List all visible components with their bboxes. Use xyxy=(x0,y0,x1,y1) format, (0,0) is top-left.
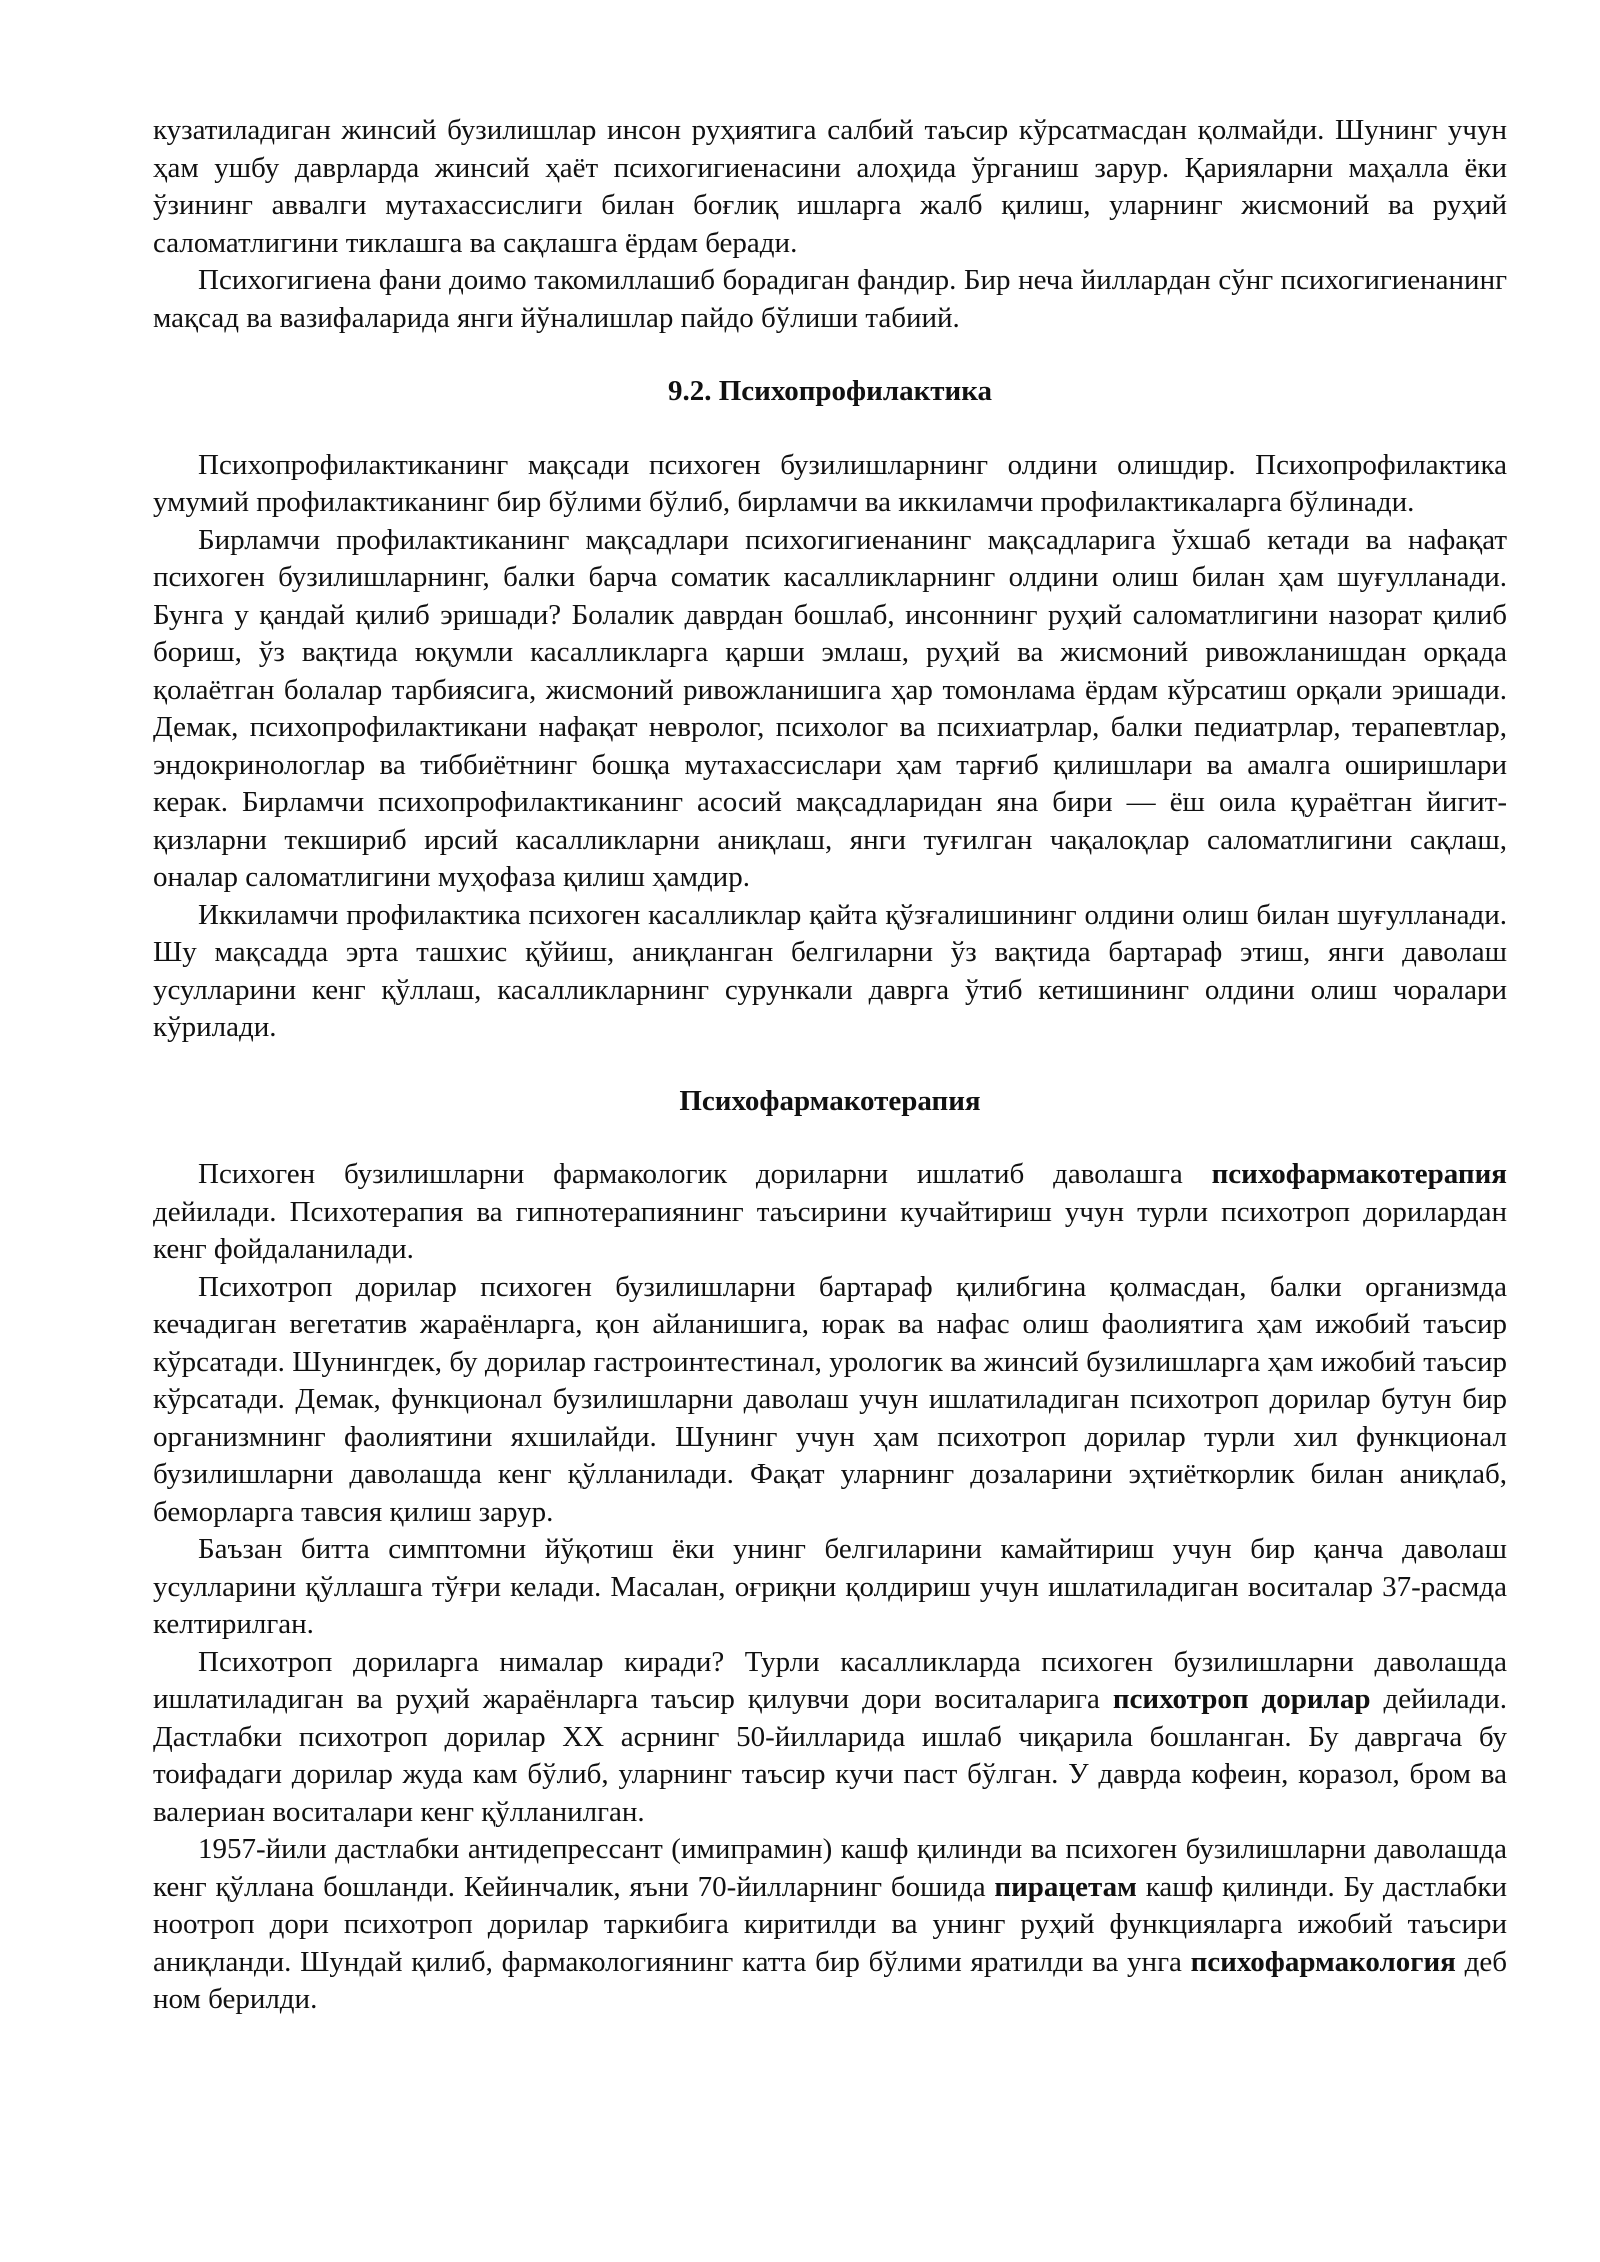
bold-term: психофармакология xyxy=(1190,1945,1456,1978)
section-title-psychopharmacotherapy: Психофармакотерапия xyxy=(679,1084,981,1117)
paragraph-prophylaxis-1: Психопрофилактиканинг мақсади психоген бузилишларнинг олдини олишдир. Психопрофилактика умумий профилактиканинг бир бўлими бўлиб, бирламчи ва иккиламчи профилактикаларга бўлинади. xyxy=(153,448,1507,518)
paragraph-pharmaco-1 xyxy=(153,1156,1507,1269)
text-run: деб ном берилди. xyxy=(153,1945,1507,2015)
paragraph-pharmaco-3: Баъзан битта симптомни йўқотиш ёки унинг белгиларини камайтириш учун бир қанча даволаш усулларини қўллашга тўғри келади. Масалан, оғриқни қолдириш учун ишлатиладиган воситалар 37-расмда келтирилган. xyxy=(153,1533,1507,1640)
document-page xyxy=(153,112,1507,2019)
text-run: 1957-йили дастлабки антидепрессант (имипрамин) кашф қилинди ва психоген бузилишларни даволашда кенг қўллана бошланди. Кейинчалик, яъни 70-йилларнинг бошида xyxy=(153,1833,1507,1903)
paragraph-prophylaxis-2: Бирламчи профилактиканинг мақсадлари психогигиенанинг мақсадларига ўхшаб кетади ва нафақат психоген бузилишларнинг, балки барча соматик касалликларнинг олдини олиш билан ҳам шуғулланади. Бунга у қандай қилиб эришади? Болалик даврдан бошлаб, инсоннинг руҳий саломатлигини назорат қилиб бориш, ўз вақтида юқумли касалликларга қарши эмлаш, руҳий ва жисмоний ривожланишдан орқада қолаётган болалар тарбиясига, жисмоний ривожланишига ҳар томонлама ёрдам кўрсатиш орқали эришади. Демак, психопрофилактикани нафақат невролог, психолог ва психиатрлар, балки педиатрлар, терапевтлар, эндокринологлар ва тиббиётнинг бошқа мутахассислари ҳам тарғиб қилишлари ва амалга оширишлари керак. Бирламчи психопрофилактиканинг асосий мақсадларидан яна бири — ёш оила қураётган йигит-қизларни текшириб ирсий касалликларни аниқлаш, янги туғилган чақалоқлар саломатлигини сақлаш, оналар саломатлигини муҳофаза қилиш ҳамдир. xyxy=(153,523,1507,893)
text-run: Психоген бузилишларни фармакологик дориларни ишлатиб даволашга xyxy=(198,1158,1212,1190)
paragraph-intro-2: Психогигиена фани доимо такомиллашиб борадиган фандир. Бир неча йиллардан сўнг психогигиенанинг мақсад ва вазифаларида янги йўналишлар пайдо бўлиши табиий. xyxy=(153,264,1507,334)
text-run: Психотроп дориларга нималар киради? Турли касалликларда психоген бузилишларни даволашда ишлатиладиган ва руҳий жараёнларга таъсир қилувчи дори воситаларига xyxy=(153,1645,1507,1715)
bold-term: пирацетам xyxy=(994,1870,1137,1903)
paragraph-pharmaco-5 xyxy=(153,1831,1507,2019)
paragraph-prophylaxis-3: Иккиламчи профилактика психоген касалликлар қайта қўзғалишининг олдини олиш билан шуғулланади. Шу мақсадда эрта ташхис қўйиш, аниқланган белгиларни ўз вақтида бартараф этиш, янги даволаш усулларини кенг қўллаш, касалликларнинг сурункали даврга ўтиб кетишининг олдини олиш чоралари кўрилади. xyxy=(153,898,1507,1043)
paragraph-pharmaco-2: Психотроп дорилар психоген бузилишларни бартараф қилибгина қолмасдан, балки организмда кечадиган вегетатив жараёнларга, қон айланишига, юрак ва нафас олиш фаолиятига ҳам ижобий таъсир кўрсатади. Шунингдек, бу дорилар гастроинтестинал, урологик ва жинсий бузилишларга ҳам ижобий таъсир кўрсатади. Демак, функционал бузилишларни даволаш учун ишлатиладиган психотроп дорилар бутун бир организмнинг фаолиятини яхшилайди. Шунинг учун ҳам психотроп дорилар турли хил функционал бузилишларни даволашда кенг қўлланилади. Фақат уларнинг дозаларини эҳтиёткорлик билан аниқлаб, беморларга тавсия қилиш зарур. xyxy=(153,1270,1507,1528)
text-run: кашф қилинди. Бу дастлабки ноотроп дори психотроп дорилар таркибига киритилди ва унинг руҳий функцияларга ижобий таъсири аниқланди. Шундай қилиб, фармакологиянинг катта бир бўлими яратилди ва унга xyxy=(153,1870,1507,1978)
text-run: дейилади. Психотерапия ва гипнотерапиянинг таъсирини кучайтириш учун турли психотроп дорилардан кенг фойдаланилади. xyxy=(153,1195,1507,1265)
bold-term: психофармакотерапия xyxy=(1211,1158,1507,1190)
bold-term: психотроп дорилар xyxy=(1112,1683,1371,1715)
section-title-psychoprophylaxis: 9.2. Психопрофилактика xyxy=(667,375,993,407)
paragraph-pharmaco-4 xyxy=(153,1644,1507,1832)
text-run: дейилади. Дастлабки психотроп дорилар XX асрнинг 50-йилларида ишлаб чиқарила бошланган. Бу давргача бу тоифадаги дорилар жуда кам бўлиб, уларнинг таъсир кучи паст бўлган. У даврда кофеин, коразол, бром ва валериан воситалари кенг қўлланилган. xyxy=(153,1683,1507,1828)
paragraph-intro-1: кузатиладиган жинсий бузилишлар инсон руҳиятига салбий таъсир кўрсатмасдан қолмайди. Шунинг учун ҳам ушбу даврларда жинсий ҳаёт психогигиенасини алоҳида ўрганиш зарур. Қарияларни маҳалла ёки ўзининг аввалги мутахассислиги билан боғлиқ ишларга жалб қилиш, уларнинг жисмоний ва руҳий саломатлигини тиклашга ва сақлашга ёрдам беради. xyxy=(153,114,1507,259)
